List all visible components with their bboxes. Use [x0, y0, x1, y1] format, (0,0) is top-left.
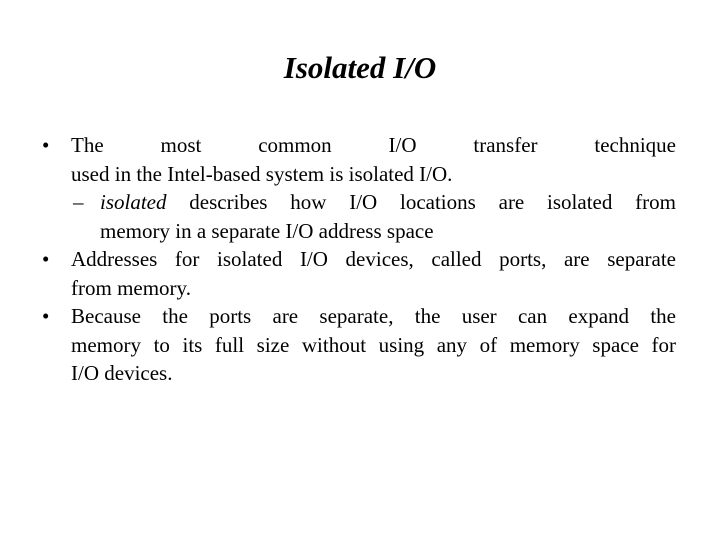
bullet-item-1	[42, 131, 676, 188]
bullet-item-2	[42, 245, 676, 302]
bullet-3-line-1: Because the ports are separate, the user can expand the	[71, 304, 676, 328]
bullet-2-line-2: from memory.	[71, 275, 191, 300]
sub-bullet-emphasis: isolated	[100, 190, 167, 214]
sub-bullet-item	[42, 188, 676, 245]
bullet-3-line-3: I/O devices.	[71, 361, 173, 385]
dash-icon: –	[73, 190, 84, 214]
sub-bullet-line-2: memory in a separate I/O address space	[100, 218, 434, 243]
sub-bullet-line-1-rest: describes how I/O locations are isolated from	[166, 190, 676, 214]
bullet-item-3	[42, 302, 676, 388]
bullet-icon: •	[42, 304, 50, 328]
bullet-3-line-2: memory to its full size without using any of memory space for	[71, 332, 676, 357]
slide-body	[42, 131, 676, 388]
sub-bullet-line-1	[100, 188, 676, 217]
bullet-1-line-1: The most common I/O transfer technique	[71, 133, 676, 157]
bullet-1-line-2: used in the Intel-based system is isolated I/O.	[71, 161, 453, 186]
bullet-2-line-1: Addresses for isolated I/O devices, called ports, are separate	[71, 247, 676, 271]
bullet-icon: •	[42, 247, 50, 271]
bullet-icon: •	[42, 133, 50, 157]
slide-title: Isolated I/O	[283, 50, 437, 85]
